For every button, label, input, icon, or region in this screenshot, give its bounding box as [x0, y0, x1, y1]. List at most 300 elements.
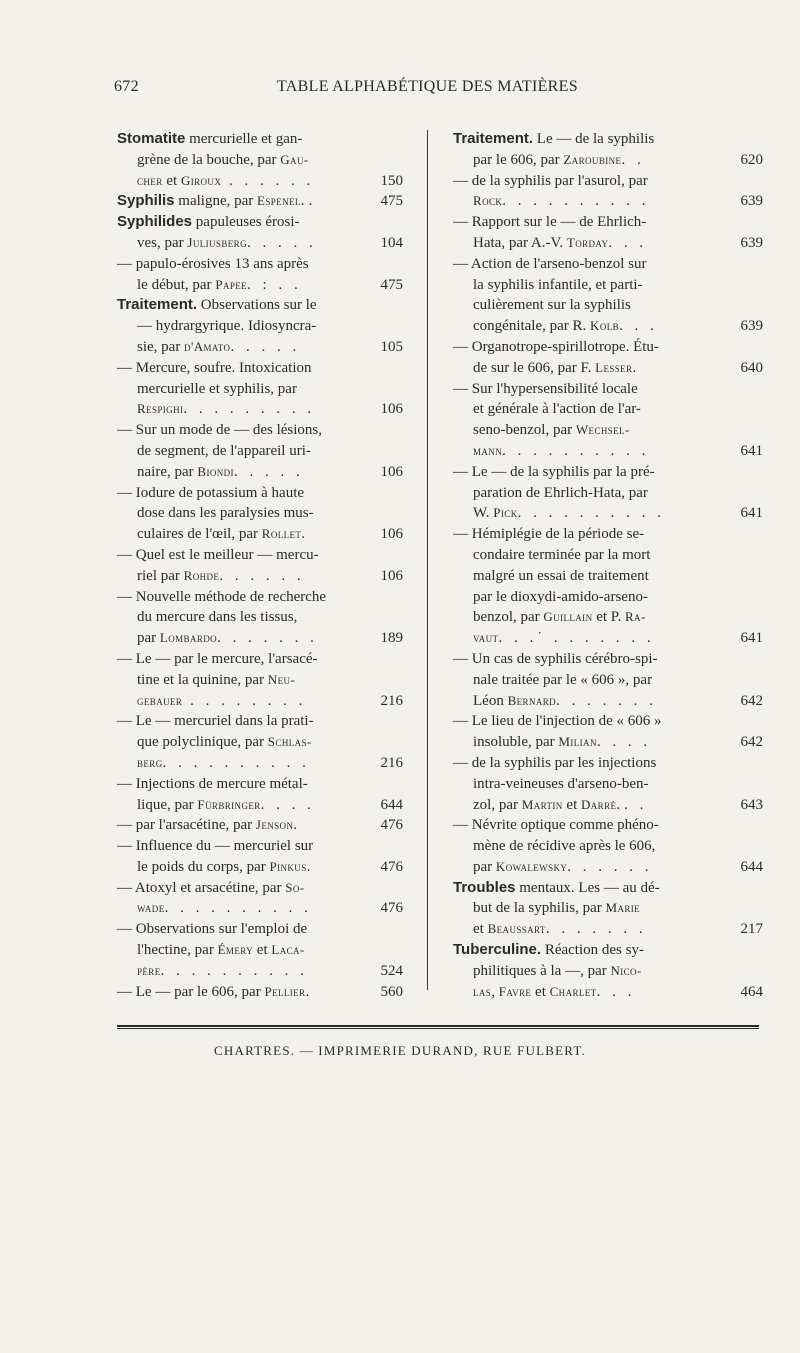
entry-line [453, 795, 763, 816]
author-name: Ra- [624, 609, 646, 625]
entry-text: — Le — mercuriel dans la prati- [117, 713, 314, 730]
entry-text: naire, par [137, 463, 198, 480]
entry-text: . . . . . . . [545, 921, 647, 938]
page-reference: 641 [740, 442, 763, 459]
author-name: Kolb [590, 318, 620, 334]
author-name: Nico- [610, 962, 642, 978]
page-reference: 641 [740, 505, 763, 522]
entry-line [453, 524, 763, 545]
entry-text: et [162, 172, 181, 189]
index-entry [453, 711, 763, 753]
author-name: Giroux [180, 172, 222, 188]
entry-line [117, 150, 403, 171]
entry-heading: Stomatite [117, 130, 186, 147]
entry-line [117, 441, 403, 462]
author-name: Rollet [261, 526, 302, 542]
index-entry [453, 815, 763, 877]
entry-line [453, 462, 763, 483]
entry-text: que polyclinique, par [137, 734, 268, 751]
footer-rule [117, 1025, 759, 1027]
page-reference: 106 [380, 401, 403, 418]
author-name: Gau- [280, 151, 309, 167]
entry-text: — Influence du — mercuriel sur [117, 838, 314, 855]
index-entry [453, 254, 763, 337]
index-entry [117, 774, 403, 816]
entry-line [453, 649, 763, 670]
entry-text: . . [621, 151, 645, 168]
entry-heading: Traitement. [453, 130, 534, 147]
page-reference: 475 [380, 193, 403, 210]
running-header [114, 78, 760, 102]
entry-line [117, 545, 403, 566]
entry-text: . . . . . . . . . . [502, 193, 650, 210]
entry-line [453, 441, 763, 462]
entry-text: . . . . . [246, 234, 317, 251]
page-reference: 639 [740, 193, 763, 210]
entry-line [453, 982, 763, 1003]
entry-heading: Syphilis [117, 192, 175, 210]
entry-line [117, 358, 403, 379]
entry-line [453, 337, 763, 358]
entry-line [453, 670, 763, 691]
entry-line [117, 961, 403, 982]
author-name: Laca- [271, 942, 305, 958]
author-name: Pick [493, 505, 518, 521]
entry-text: mercurielle et syphilis, par [137, 380, 297, 397]
entry-text: le poids du corps, par [137, 858, 270, 875]
entry-text: . . . . . . . . . [183, 401, 316, 418]
index-entry [453, 129, 763, 171]
entry-text: . [632, 359, 637, 376]
entry-line [453, 961, 763, 982]
entry-line [117, 275, 403, 296]
author-name: Fürbringer [197, 796, 261, 812]
page-reference: 524 [380, 962, 403, 979]
entry-line [117, 982, 403, 1003]
author-name: Lombardo [159, 630, 218, 646]
entry-line [453, 774, 763, 795]
page-reference: 642 [740, 734, 763, 751]
author-name: Guillain [543, 609, 593, 625]
entry-text: . . . . . . . . . . [162, 754, 310, 771]
entry-line [453, 171, 763, 192]
author-name: Charlet [549, 983, 597, 999]
entry-line [453, 129, 763, 150]
author-name: mann [473, 442, 503, 458]
entry-line [117, 295, 403, 316]
index-entry [117, 358, 403, 420]
index-entry [117, 212, 403, 254]
entry-text: — Nouvelle méthode de recherche [117, 588, 327, 605]
entry-text: dose dans les paralysies mus- [137, 505, 314, 522]
entry-text: . . . . . . . [217, 630, 318, 647]
entry-line [453, 316, 763, 337]
entry-line [117, 607, 403, 628]
entry-line [117, 483, 403, 504]
index-entry [117, 711, 403, 773]
index-column-left [117, 129, 403, 1002]
entry-text: — Le lieu de l'injection de « 606 » [453, 713, 662, 730]
author-name: las [473, 983, 492, 999]
index-entry [117, 191, 403, 212]
page-reference: 106 [380, 463, 403, 480]
entry-text: papuleuses érosi- [192, 214, 300, 231]
entry-text: .. [300, 193, 317, 210]
author-name: Émery [217, 942, 254, 958]
entry-line [117, 898, 403, 919]
entry-text: mercurielle et gan- [185, 131, 303, 147]
entry-text: . . . [596, 983, 636, 1000]
entry-line [453, 691, 763, 712]
entry-text: . . . . . [233, 463, 304, 480]
index-entry [453, 337, 763, 379]
entry-heading: Traitement. [117, 296, 198, 314]
index-entry [117, 878, 403, 920]
author-name: Zaroubine [563, 151, 622, 167]
page-reference: 189 [380, 630, 403, 647]
entry-line [453, 275, 763, 296]
entry-text: paration de Ehrlich-Hata, par [473, 484, 648, 501]
index-entry [117, 420, 403, 482]
page-title: TABLE ALPHABÉTIQUE DES MATIÈRES [277, 78, 578, 95]
entry-text: riel par [137, 567, 184, 584]
entry-line [453, 815, 763, 836]
page-reference: 644 [380, 796, 403, 813]
page-reference: 104 [380, 234, 403, 251]
entry-line [453, 711, 763, 732]
index-entry [117, 815, 403, 836]
entry-text: — Sur un mode de — des lésions, [117, 422, 322, 439]
entry-text: de segment, de l'appareil uri- [137, 442, 311, 459]
entry-line [117, 462, 403, 483]
entry-line [453, 878, 763, 899]
entry-text: .. . [616, 796, 648, 813]
author-name: Respighi [137, 401, 184, 417]
entry-text: . . .˙ . . . . . . . [498, 630, 655, 647]
page-reference: 476 [380, 900, 403, 917]
entry-text: — Iodure de potassium à haute [117, 484, 305, 501]
index-entry [117, 982, 403, 1003]
entry-text: Le — de la syphilis [533, 131, 655, 147]
entry-text: — Injections de mercure métal- [117, 775, 308, 792]
entry-text: malgré un essai de traitement [473, 567, 649, 584]
entry-text: condaire terminée par la mort [473, 546, 651, 563]
entry-line [453, 503, 763, 524]
entry-text: philitiques à la —, par [473, 962, 611, 979]
entry-line [117, 420, 403, 441]
entry-line [453, 150, 763, 171]
entry-text: — Le — par le 606, par [117, 983, 265, 1000]
entry-line [117, 191, 403, 212]
entry-line [453, 420, 763, 441]
entry-text: par le 606, par [473, 151, 564, 168]
page-reference: 106 [380, 526, 403, 543]
entry-text: et [562, 796, 581, 813]
page-reference: 475 [380, 276, 403, 293]
author-name: Espenel [257, 193, 301, 209]
entry-text: — Sur l'hypersensibilité locale [453, 380, 638, 397]
entry-heading: Syphilides [117, 213, 193, 231]
entry-line [453, 607, 763, 628]
entry-text: nale traitée par le « 606 », par [473, 671, 653, 688]
author-name: Juliusberg [187, 234, 247, 250]
entry-line [117, 628, 403, 649]
entry-text: l'hectine, par [137, 942, 218, 959]
index-entry [117, 483, 403, 545]
entry-line [453, 587, 763, 608]
page-reference: 560 [380, 983, 403, 1000]
entry-text: et [253, 942, 272, 959]
entry-line [453, 628, 763, 649]
entry-text: — Hémiplégie de la période se- [453, 526, 645, 543]
index-entry [453, 462, 763, 524]
entry-text: . . . . [260, 796, 315, 813]
entry-text: Léon [473, 692, 508, 709]
entry-text: sie, par [137, 338, 185, 355]
index-entry [117, 295, 403, 357]
entry-text: — Rapport sur le — de Ehrlich- [453, 214, 647, 231]
entry-text: de sur le 606, par F. [473, 359, 596, 376]
entry-line [117, 379, 403, 400]
entry-text: grène de la bouche, par [137, 151, 281, 168]
entry-text: et [473, 921, 488, 938]
entry-text: lique, par [137, 796, 198, 813]
entry-text: culaires de l'œil, par [137, 526, 262, 543]
index-entry [453, 753, 763, 815]
entry-line [453, 483, 763, 504]
entry-line [117, 815, 403, 836]
author-name: wade [137, 900, 165, 916]
author-name: Neu- [267, 671, 296, 687]
entry-text: par le dioxydi-amido-arseno- [473, 588, 648, 605]
entry-line [117, 566, 403, 587]
entry-line [117, 836, 403, 857]
entry-line [117, 212, 403, 233]
entry-text: et générale à l'action de l'ar- [473, 401, 641, 418]
entry-text: — papulo-érosives 13 ans après [117, 255, 309, 272]
author-name: Schlas- [267, 734, 312, 750]
index-entry [453, 649, 763, 711]
entry-text: W. [473, 505, 494, 522]
author-name: Pinkus [269, 858, 307, 874]
entry-text: — Un cas de syphilis cérébro-spi- [453, 650, 658, 667]
entry-text: ves, par [137, 234, 188, 251]
index-entry [453, 940, 763, 1002]
entry-text: — Action de l'arseno-benzol sur [453, 255, 647, 272]
page-reference: 217 [740, 921, 763, 938]
page-reference: 639 [740, 234, 763, 251]
entry-text: . . . . . . . . . . [164, 900, 312, 917]
author-name: Beaussart [487, 921, 546, 937]
index-entry [117, 836, 403, 878]
entry-text: mène de récidive après le 606, [473, 838, 656, 855]
entry-line [117, 753, 403, 774]
author-name: Kowalewsky [495, 858, 568, 874]
index-entry [117, 254, 403, 296]
entry-text: mentaux. Les — au dé- [515, 879, 660, 896]
page-reference: 216 [380, 754, 403, 771]
entry-text: — Quel est le meilleur — mercu- [117, 546, 319, 563]
entry-text: . . . . . . . . [182, 692, 307, 709]
page-reference: 643 [740, 796, 763, 813]
entry-text: insoluble, par [473, 734, 559, 751]
entry-text: — Atoxyl et arsacétine, par [117, 879, 286, 896]
entry-text: maligne, par [174, 193, 258, 210]
entry-text: Hata, par A.-V. [473, 234, 567, 251]
entry-line [117, 732, 403, 753]
entry-text: — par l'arsacétine, par [117, 817, 256, 834]
entry-text: . . . . . . . . . . [160, 962, 308, 979]
entry-line [117, 795, 403, 816]
entry-text: . [293, 817, 298, 834]
index-entry [117, 649, 403, 711]
entry-text: benzol, par [473, 609, 544, 626]
footer-rule-thin [117, 1028, 759, 1029]
entry-line [453, 566, 763, 587]
entry-text: — Mercure, soufre. Intoxication [117, 359, 312, 376]
entry-line [453, 233, 763, 254]
entry-text: par [473, 858, 496, 875]
entry-text: par [137, 630, 160, 647]
entry-heading: Troubles [453, 878, 516, 896]
entry-line [117, 316, 403, 337]
author-name: Martin [521, 796, 563, 812]
index-entry [117, 129, 403, 191]
entry-text: — Observations sur l'emploi de [117, 921, 308, 938]
entry-text: et [531, 983, 550, 1000]
entry-line [117, 587, 403, 608]
entry-text: . [301, 526, 306, 543]
entry-text: . . . . . . [567, 858, 653, 875]
author-name: Rohde [183, 567, 220, 583]
entry-text: . [305, 983, 310, 1000]
entry-line [117, 524, 403, 545]
author-name: berg [137, 754, 163, 770]
entry-line [453, 836, 763, 857]
author-name: père [137, 962, 161, 978]
entry-line [117, 691, 403, 712]
page-reference: 476 [380, 817, 403, 834]
entry-line [453, 753, 763, 774]
column-divider [427, 130, 428, 990]
entry-line [117, 711, 403, 732]
page-number: 672 [114, 78, 139, 95]
entry-text: — de la syphilis par les injections [453, 754, 657, 771]
page-reference: 150 [380, 172, 403, 189]
author-name: Biondi [197, 463, 234, 479]
entry-heading: Tuberculine. [453, 941, 542, 959]
index-entry [117, 545, 403, 587]
index-column-right [453, 129, 763, 1002]
entry-text: . . . . . . [221, 172, 315, 189]
entry-line [117, 857, 403, 878]
entry-line [117, 337, 403, 358]
author-name: Pellier [264, 983, 306, 999]
page-reference: 640 [740, 359, 763, 376]
entry-text: . . . [619, 318, 658, 335]
entry-text: seno-benzol, par [473, 422, 576, 439]
page-reference: 106 [380, 567, 403, 584]
entry-text: Observations sur le [197, 297, 317, 314]
entry-text: , [491, 983, 499, 1000]
entry-line [453, 898, 763, 919]
index-entry [117, 919, 403, 981]
entry-text: Réaction des sy- [541, 942, 644, 959]
author-name: gebauer [137, 692, 183, 708]
author-name: Marie [605, 900, 641, 916]
author-name: vaut [473, 630, 499, 646]
author-name: Papee [215, 276, 248, 292]
author-name: Jenson [255, 817, 294, 833]
entry-text: intra-veineuses d'arseno-ben- [473, 775, 649, 792]
entry-text: . . . . . [230, 338, 301, 355]
page-reference: 644 [740, 858, 763, 875]
entry-text: . . . . . . [219, 567, 305, 584]
index-entry [453, 379, 763, 462]
entry-line [453, 358, 763, 379]
entry-line [453, 379, 763, 400]
entry-line [117, 774, 403, 795]
entry-text: but de la syphilis, par [473, 900, 606, 917]
entry-text: . . . . [596, 734, 652, 751]
entry-line [453, 732, 763, 753]
entry-text: du mercure dans les tissus, [137, 609, 298, 626]
index-entry [453, 878, 763, 940]
entry-line [453, 545, 763, 566]
entry-line [117, 399, 403, 420]
page-reference: 216 [380, 692, 403, 709]
page-reference: 639 [740, 318, 763, 335]
entry-text: — Le — de la syphilis par la pré- [453, 463, 655, 480]
entry-line [453, 212, 763, 233]
entry-text: — Le — par le mercure, l'arsacé- [117, 650, 318, 667]
author-name: Torday [566, 234, 609, 250]
author-name: Lesser [595, 359, 633, 375]
entry-line [453, 857, 763, 878]
entry-text: culièrement sur la syphilis [473, 297, 631, 314]
author-name: Wechsel- [575, 422, 630, 438]
page-reference: 476 [380, 858, 403, 875]
author-name: Rock [473, 193, 503, 209]
author-name: So- [285, 879, 305, 895]
page-reference: 641 [740, 630, 763, 647]
entry-text: . . . . . . . . . . [517, 505, 665, 522]
entry-text: . [306, 858, 311, 875]
index-entry [453, 171, 763, 213]
entry-line [453, 191, 763, 212]
entry-line [117, 649, 403, 670]
entry-line [117, 254, 403, 275]
index-entry [453, 212, 763, 254]
author-name: cher [137, 172, 163, 188]
entry-line [117, 233, 403, 254]
entry-line [117, 919, 403, 940]
index-entry [453, 524, 763, 649]
entry-text: . . . . . . . [556, 692, 657, 709]
entry-text: zol, par [473, 796, 522, 813]
printer-imprint: CHARTRES. — IMPRIMERIE DURAND, RUE FULBERT. [214, 1043, 586, 1058]
entry-text: . . . [608, 234, 648, 251]
entry-line [117, 878, 403, 899]
index-entry [117, 587, 403, 649]
entry-text: . : . . [247, 276, 302, 293]
author-name: Bernard [507, 692, 557, 708]
page-reference: 642 [740, 692, 763, 709]
page-reference: 464 [740, 983, 763, 1000]
entry-line [453, 399, 763, 420]
entry-text: et P. [592, 609, 625, 626]
author-name: Milian [558, 734, 597, 750]
